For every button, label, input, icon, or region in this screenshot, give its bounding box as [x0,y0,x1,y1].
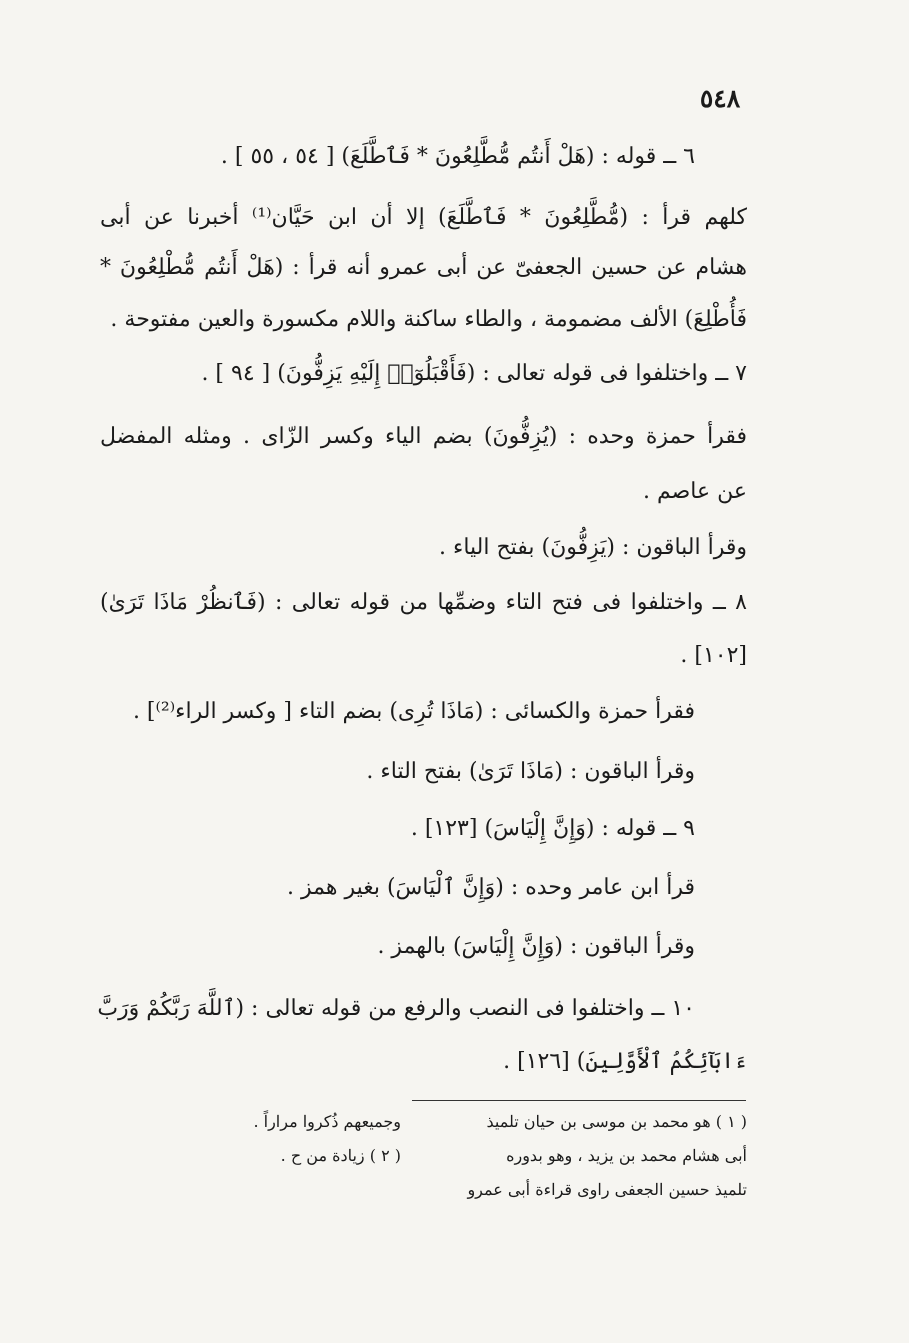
text-line: ٨ ــ واختلفوا فى فتح التاء وضمِّها من قوله تعالى : (فَٱنظُرْ مَاذَا تَرَىٰ) [100,590,747,615]
text-line: ءَابَآئِكُمُ ٱلْأَوَّلِينَ) [١٢٦] . [503,1049,747,1074]
text-line: عن عاصم . [642,479,747,504]
text-line: وقرأ الباقون : (مَاذَا تَرَىٰ) بفتح التاء . [366,759,695,784]
footnote-separator [412,1100,746,1101]
text-line: فقرأ حمزة وحده : (يُزِفُّونَ) بضم الياء وكسر الزّاى . ومثله المفضل [100,424,747,449]
text-line: كلهم قرأ : (مُّطَّلِعُونَ * فَٱطَّلَعَ) إلا أن ابن حَيَّان⁽¹⁾ أخبرنا عن أبى [100,205,747,230]
footnote-1-line-1: ( ١ ) هو محمد بن موسى بن حيان تلميذ [486,1112,747,1131]
page-number: ٥٤٨ [699,84,741,113]
text-line: وقرأ الباقون : (وَإِنَّ إِلْيَاسَ) بالهمز . [377,934,695,959]
text-line: فقرأ حمزة والكسائى : (مَاذَا تُرِى) بضم التاء [ وكسر الراء⁽²⁾] . [132,699,695,724]
footnote-2: ( ٢ ) زيادة من ح . [280,1146,401,1165]
footnote-1-continuation: وجميعهم ذُكروا مراراً . [253,1112,401,1131]
text-line: ١٠ ــ واختلفوا فى النصب والرفع من قوله تعالى : (ٱللَّهَ رَبَّكُمْ وَرَبَّ [97,996,695,1021]
text-line: قرأ ابن عامر وحده : (وَإِنَّ ٱلْيَاسَ) بغير همز . [287,875,695,900]
text-line: ٩ ــ قوله : (وَإِنَّ إِلْيَاسَ) [١٢٣] . [410,816,695,841]
text-line: وقرأ الباقون : (يَزِفُّونَ) بفتح الياء . [438,535,747,560]
text-line: فَأُطْلِعَ) الألف مضمومة ، والطاء ساكنة واللام مكسورة والعين مفتوحة . [110,307,747,332]
text-line: ٦ ــ قوله : (هَلْ أَنتُم مُّطَّلِعُونَ * فَٱطَّلَعَ) [ ٥٤ ، ٥٥ ] . [220,144,695,169]
text-line: ٧ ــ واختلفوا فى قوله تعالى : (فَأَقْبَلُوٓا۟ إِلَيْهِ يَزِفُّونَ) [ ٩٤ ] . [201,361,747,386]
text-line: [١٠٢] . [680,643,747,668]
text-line: هشام عن حسين الجعفىّ عن أبى عمرو أنه قرأ : (هَلْ أَنتُم مُّطْلِعُونَ * [100,255,747,280]
footnote-1-line-2: أبى هشام محمد بن يزيد ، وهو بدوره [506,1146,747,1165]
footnote-1-line-3: تلميذ حسين الجعفى راوى قراءة أبى عمرو [467,1180,747,1199]
